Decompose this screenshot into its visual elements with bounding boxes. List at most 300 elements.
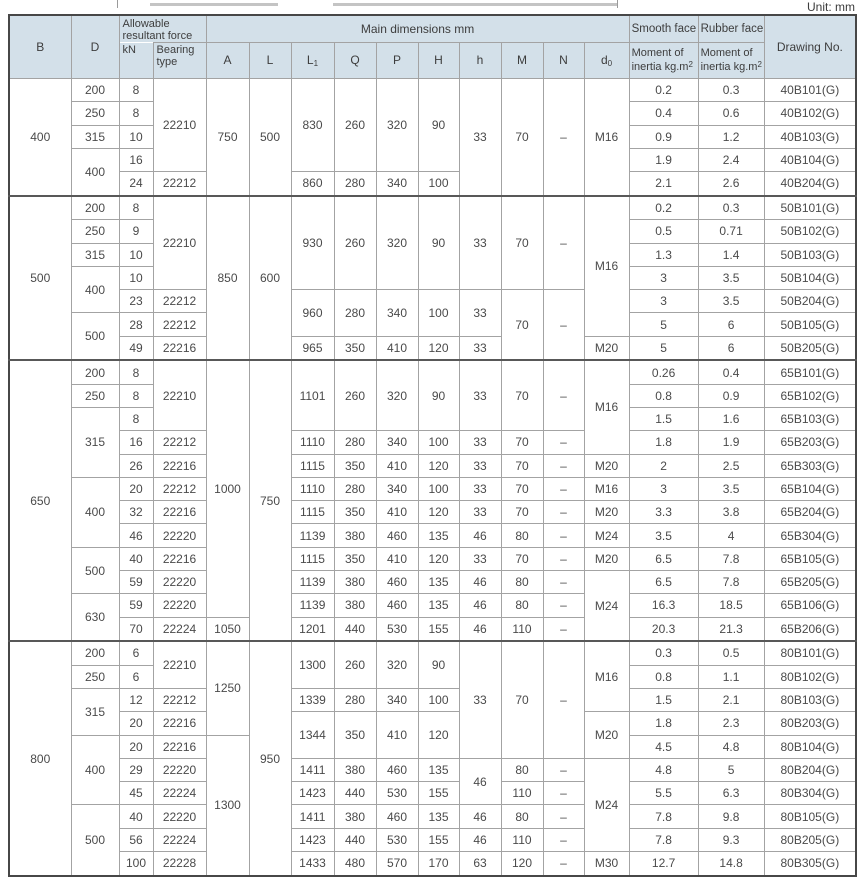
table-cell: – [543, 196, 584, 290]
table-cell: 80 [501, 571, 543, 594]
table-header [9, 15, 856, 79]
table-cell: 59 [119, 594, 153, 617]
table-cell: 155 [418, 782, 459, 805]
table-row [9, 805, 856, 828]
table-cell: 930 [291, 196, 334, 290]
table-cell: 500 [71, 313, 119, 360]
table-cell: 40 [119, 805, 153, 828]
table-cell: 70 [501, 477, 543, 500]
table-cell: 1.5 [629, 408, 698, 431]
table-cell: 380 [334, 758, 376, 781]
table-cell: 5 [629, 313, 698, 336]
table-cell: 280 [334, 290, 376, 337]
table-cell: 280 [334, 477, 376, 500]
table-row [9, 641, 856, 665]
table-cell: 70 [119, 617, 153, 641]
table-cell: 33 [459, 477, 501, 500]
table-cell: 1.1 [698, 665, 764, 688]
table-cell: M20 [584, 501, 629, 524]
table-cell: 3.5 [629, 524, 698, 547]
cropped-content-artifact [617, 0, 618, 8]
table-cell: 1.2 [698, 125, 764, 148]
table-cell: 65B206(G) [764, 617, 856, 641]
table-cell: 22216 [153, 501, 206, 524]
table-cell: M16 [584, 79, 629, 196]
table-cell: 80B204(G) [764, 758, 856, 781]
table-row [9, 617, 856, 641]
table-cell: 750 [206, 79, 249, 196]
table-cell: 1000 [206, 360, 249, 617]
table-cell: 570 [376, 851, 418, 876]
table-cell: 0.3 [629, 641, 698, 665]
table-cell: 1433 [291, 851, 334, 876]
table-cell: 460 [376, 524, 418, 547]
table-cell: 14.8 [698, 851, 764, 876]
table-cell: 90 [418, 641, 459, 688]
col-header-drawing-no: Drawing No. [764, 15, 856, 79]
table-cell: 250 [71, 102, 119, 125]
table-cell: 22210 [153, 360, 206, 431]
table-cell: 22220 [153, 594, 206, 617]
table-cell: 8 [119, 360, 153, 384]
table-cell: 3.5 [698, 266, 764, 289]
table-cell: 200 [71, 79, 119, 102]
table-row [9, 196, 856, 220]
table-cell: 120 [418, 547, 459, 570]
table-cell: 340 [376, 290, 418, 337]
table-cell: 0.5 [698, 641, 764, 665]
table-cell: 0.26 [629, 360, 698, 384]
col-header-N: N [543, 43, 584, 79]
table-cell: 32 [119, 501, 153, 524]
table-cell: 1.5 [629, 689, 698, 712]
table-cell: – [543, 547, 584, 570]
table-cell: 630 [71, 594, 119, 641]
table-cell: 21.3 [698, 617, 764, 641]
table-cell: 9.8 [698, 805, 764, 828]
table-cell: 7.8 [698, 547, 764, 570]
table-cell: M20 [584, 547, 629, 570]
table-cell: 320 [376, 196, 418, 290]
table-cell: 480 [334, 851, 376, 876]
table-cell: 1.6 [698, 408, 764, 431]
table-cell: 100 [418, 431, 459, 454]
table-cell: M24 [584, 524, 629, 547]
table-cell: M20 [584, 454, 629, 477]
table-cell: 22210 [153, 79, 206, 172]
table-cell: 20 [119, 712, 153, 735]
table-cell: 250 [71, 665, 119, 688]
table-cell: 22212 [153, 313, 206, 336]
table-row [9, 79, 856, 102]
table-cell: 65B203(G) [764, 431, 856, 454]
table-cell: 80B105(G) [764, 805, 856, 828]
table-cell: – [543, 805, 584, 828]
table-cell: 7.8 [629, 805, 698, 828]
table-cell: 530 [376, 828, 418, 851]
col-header-h: h [459, 43, 501, 79]
table-cell: 380 [334, 805, 376, 828]
table-cell: 50B103(G) [764, 243, 856, 266]
table-cell: – [543, 758, 584, 781]
table-cell: 33 [459, 336, 501, 360]
table-cell: 46 [119, 524, 153, 547]
table-cell: 260 [334, 641, 376, 688]
col-header-bearing-type: Bearing type [153, 43, 206, 79]
col-header-main-dimensions: Main dimensions mm [206, 15, 629, 43]
table-cell: 50B205(G) [764, 336, 856, 360]
table-cell: 1300 [291, 641, 334, 688]
table-cell: 33 [459, 360, 501, 431]
table-cell: 460 [376, 571, 418, 594]
table-cell: 65B303(G) [764, 454, 856, 477]
table-cell: 2.4 [698, 148, 764, 171]
table-cell: – [543, 524, 584, 547]
table-cell: 9 [119, 220, 153, 243]
table-cell: 70 [501, 431, 543, 454]
table-cell: 6 [119, 665, 153, 688]
table-row [9, 689, 856, 712]
table-cell: 380 [334, 524, 376, 547]
table-cell: – [543, 851, 584, 876]
table-cell: 4 [698, 524, 764, 547]
table-cell: 200 [71, 360, 119, 384]
table-cell: 4.8 [698, 735, 764, 758]
table-cell: 3 [629, 477, 698, 500]
table-cell: 22216 [153, 735, 206, 758]
table-cell: 23 [119, 290, 153, 313]
table-cell: 70 [501, 547, 543, 570]
table-cell: 80 [501, 594, 543, 617]
table-cell: 200 [71, 641, 119, 665]
table-cell: 170 [418, 851, 459, 876]
table-cell: 80 [501, 758, 543, 781]
table-cell: – [543, 571, 584, 594]
table-cell: 460 [376, 594, 418, 617]
table-cell: 135 [418, 571, 459, 594]
table-cell: 280 [334, 431, 376, 454]
table-cell: 22216 [153, 454, 206, 477]
table-cell: 410 [376, 547, 418, 570]
table-row [9, 782, 856, 805]
table-row [9, 360, 856, 384]
table-cell: – [543, 477, 584, 500]
table-cell: 315 [71, 689, 119, 736]
table-row [9, 501, 856, 524]
table-cell: 350 [334, 336, 376, 360]
table-cell: 0.3 [698, 79, 764, 102]
col-header-smooth-face: Smooth face [629, 15, 698, 43]
table-cell: 0.8 [629, 665, 698, 688]
table-cell: 80B101(G) [764, 641, 856, 665]
table-cell: 410 [376, 336, 418, 360]
table-cell: 20 [119, 477, 153, 500]
table-cell: 33 [459, 431, 501, 454]
table-cell: 9.3 [698, 828, 764, 851]
table-cell: 1411 [291, 805, 334, 828]
table-cell: 70 [501, 196, 543, 290]
table-row [9, 547, 856, 570]
col-header-A: A [206, 43, 249, 79]
table-cell: 12 [119, 689, 153, 712]
table-row [9, 172, 856, 196]
col-header-M: M [501, 43, 543, 79]
table-cell: 340 [376, 172, 418, 196]
table-cell: 22224 [153, 828, 206, 851]
table-cell: 965 [291, 336, 334, 360]
table-cell: 250 [71, 220, 119, 243]
col-header-P: P [376, 43, 418, 79]
table-cell: 6 [698, 336, 764, 360]
table-cell: – [543, 431, 584, 454]
table-cell: 440 [334, 782, 376, 805]
table-row [9, 431, 856, 454]
table-cell: 135 [418, 524, 459, 547]
table-cell: 100 [418, 172, 459, 196]
table-cell: 600 [249, 196, 291, 361]
table-cell: 50B105(G) [764, 313, 856, 336]
table-cell: 1250 [206, 641, 249, 735]
table-cell: 65B103(G) [764, 408, 856, 431]
table-cell: 0.5 [629, 220, 698, 243]
table-cell: 120 [501, 851, 543, 876]
table-cell: 50B104(G) [764, 266, 856, 289]
table-cell: 46 [459, 805, 501, 828]
table-cell: 380 [334, 571, 376, 594]
table-row [9, 290, 856, 313]
table-cell: 350 [334, 712, 376, 759]
table-cell: 22212 [153, 431, 206, 454]
table-cell: 530 [376, 617, 418, 641]
table-cell: 1.9 [698, 431, 764, 454]
table-cell: 20.3 [629, 617, 698, 641]
table-cell: 110 [501, 782, 543, 805]
table-cell: 6.5 [629, 571, 698, 594]
table-cell: 22220 [153, 524, 206, 547]
table-cell: 0.4 [629, 102, 698, 125]
table-cell: 33 [459, 454, 501, 477]
table-cell: 1201 [291, 617, 334, 641]
table-cell: 3.5 [698, 290, 764, 313]
table-row [9, 571, 856, 594]
table-cell: 7.8 [698, 571, 764, 594]
table-cell: 16.3 [629, 594, 698, 617]
table-header-row-2 [9, 43, 856, 79]
table-cell: – [543, 79, 584, 196]
table-cell: 0.9 [698, 384, 764, 407]
table-cell: 70 [501, 641, 543, 758]
table-cell: 0.3 [698, 196, 764, 220]
table-cell: 8 [119, 384, 153, 407]
table-cell: 8 [119, 196, 153, 220]
table-cell: 460 [376, 758, 418, 781]
table-cell: 40B102(G) [764, 102, 856, 125]
table-cell: 22212 [153, 290, 206, 313]
table-cell: 22216 [153, 547, 206, 570]
table-cell: M20 [584, 712, 629, 759]
col-header-d0: $d_0$ [584, 43, 629, 79]
table-cell: 410 [376, 712, 418, 759]
table-cell: 46 [459, 617, 501, 641]
table-cell: 59 [119, 571, 153, 594]
table-cell: 70 [501, 79, 543, 196]
table-cell: 155 [418, 617, 459, 641]
table-cell: 500 [71, 547, 119, 594]
table-cell: 3.3 [629, 501, 698, 524]
table-cell: 1139 [291, 594, 334, 617]
table-cell: 46 [459, 594, 501, 617]
table-cell: 33 [459, 641, 501, 758]
table-cell: – [543, 290, 584, 361]
table-cell: 65B105(G) [764, 547, 856, 570]
table-cell: 50B102(G) [764, 220, 856, 243]
col-header-smooth-moment: Moment of inertia $kg.m^2$ [629, 43, 698, 79]
table-cell: 135 [418, 758, 459, 781]
table-cell: 320 [376, 79, 418, 172]
table-cell: – [543, 501, 584, 524]
table-cell: 46 [459, 524, 501, 547]
table-cell: 100 [418, 477, 459, 500]
table-cell: 22220 [153, 758, 206, 781]
table-cell: 65B106(G) [764, 594, 856, 617]
table-cell: 22220 [153, 805, 206, 828]
table-cell: 110 [501, 617, 543, 641]
table-cell: 2.3 [698, 712, 764, 735]
table-cell: 650 [9, 360, 71, 641]
table-cell: 65B204(G) [764, 501, 856, 524]
table-cell: 70 [501, 501, 543, 524]
table-cell: 200 [71, 196, 119, 220]
table-cell: 56 [119, 828, 153, 851]
table-cell: 750 [249, 360, 291, 641]
cropped-content-artifact [150, 3, 278, 6]
table-cell: 260 [334, 360, 376, 431]
table-cell: 1.4 [698, 243, 764, 266]
table-cell: 1339 [291, 689, 334, 712]
table-cell: 340 [376, 689, 418, 712]
table-cell: 6.3 [698, 782, 764, 805]
table-cell: 63 [459, 851, 501, 876]
col-header-rubber-face: Rubber face [698, 15, 764, 43]
table-cell: 22212 [153, 477, 206, 500]
table-cell: 400 [71, 266, 119, 313]
table-cell: 70 [501, 454, 543, 477]
table-cell: 500 [249, 79, 291, 196]
table-row [9, 828, 856, 851]
table-cell: 1110 [291, 431, 334, 454]
table-cell: 0.8 [629, 384, 698, 407]
table-cell: 1115 [291, 547, 334, 570]
table-cell: 0.71 [698, 220, 764, 243]
table-cell: 22216 [153, 336, 206, 360]
table-cell: 1115 [291, 501, 334, 524]
table-cell: 22216 [153, 712, 206, 735]
table-cell: 65B304(G) [764, 524, 856, 547]
table-cell: 400 [71, 148, 119, 195]
table-cell: 110 [501, 828, 543, 851]
table-cell: 40 [119, 547, 153, 570]
table-cell: 1.8 [629, 431, 698, 454]
table-cell: 350 [334, 454, 376, 477]
table-cell: 65B104(G) [764, 477, 856, 500]
col-header-L1: $L_1$ [291, 43, 334, 79]
unit-label: Unit: mm [807, 0, 855, 14]
table-cell: 80B104(G) [764, 735, 856, 758]
table-cell: 340 [376, 477, 418, 500]
table-cell: 315 [71, 125, 119, 148]
table-cell: 45 [119, 782, 153, 805]
table-cell: 5.5 [629, 782, 698, 805]
table-cell: 460 [376, 805, 418, 828]
table-cell: 260 [334, 79, 376, 172]
table-cell: 80 [501, 805, 543, 828]
table-cell: 22210 [153, 641, 206, 688]
table-cell: 8 [119, 408, 153, 431]
table-cell: 4.8 [629, 758, 698, 781]
table-cell: 100 [418, 290, 459, 337]
table-cell: 3 [629, 266, 698, 289]
table-cell: 10 [119, 243, 153, 266]
table-row [9, 851, 856, 876]
table-cell: 20 [119, 735, 153, 758]
table-cell: 400 [71, 477, 119, 547]
table-cell: 65B101(G) [764, 360, 856, 384]
table-cell: 1423 [291, 782, 334, 805]
col-header-rubber-moment: Moment of inertia $kg.m^2$ [698, 43, 764, 79]
table-cell: 830 [291, 79, 334, 172]
table-cell: 33 [459, 501, 501, 524]
col-header-Q: Q [334, 43, 376, 79]
table-cell: 410 [376, 501, 418, 524]
table-cell: 6 [698, 313, 764, 336]
table-cell: 46 [459, 758, 501, 805]
table-cell: 90 [418, 196, 459, 290]
table-cell: 90 [418, 79, 459, 172]
table-cell: 16 [119, 431, 153, 454]
dimensions-table [8, 14, 857, 877]
table-cell: 22212 [153, 689, 206, 712]
table-cell: 320 [376, 641, 418, 688]
table-cell: 12.7 [629, 851, 698, 876]
table-cell: – [543, 617, 584, 641]
table-cell: 2.6 [698, 172, 764, 196]
table-cell: – [543, 594, 584, 617]
table-cell: 440 [334, 617, 376, 641]
table-cell: 80B103(G) [764, 689, 856, 712]
table-cell: 1300 [206, 735, 249, 876]
table-cell: 10 [119, 266, 153, 289]
table-cell: 1139 [291, 571, 334, 594]
table-cell: 80B102(G) [764, 665, 856, 688]
table-row [9, 524, 856, 547]
table-cell: 8 [119, 79, 153, 102]
col-header-kn: kN [119, 43, 153, 79]
table-cell: 250 [71, 384, 119, 407]
table-cell: 860 [291, 172, 334, 196]
table-cell: 800 [9, 641, 71, 876]
table-cell: 1423 [291, 828, 334, 851]
table-cell: 400 [9, 79, 71, 196]
table-cell: 50B101(G) [764, 196, 856, 220]
table-cell: 120 [418, 336, 459, 360]
table-cell: M16 [584, 477, 629, 500]
table-cell: 50B204(G) [764, 290, 856, 313]
table-cell: – [543, 454, 584, 477]
table-cell: 120 [418, 501, 459, 524]
table-cell: 22220 [153, 571, 206, 594]
table-cell: 49 [119, 336, 153, 360]
table-cell: 65B102(G) [764, 384, 856, 407]
